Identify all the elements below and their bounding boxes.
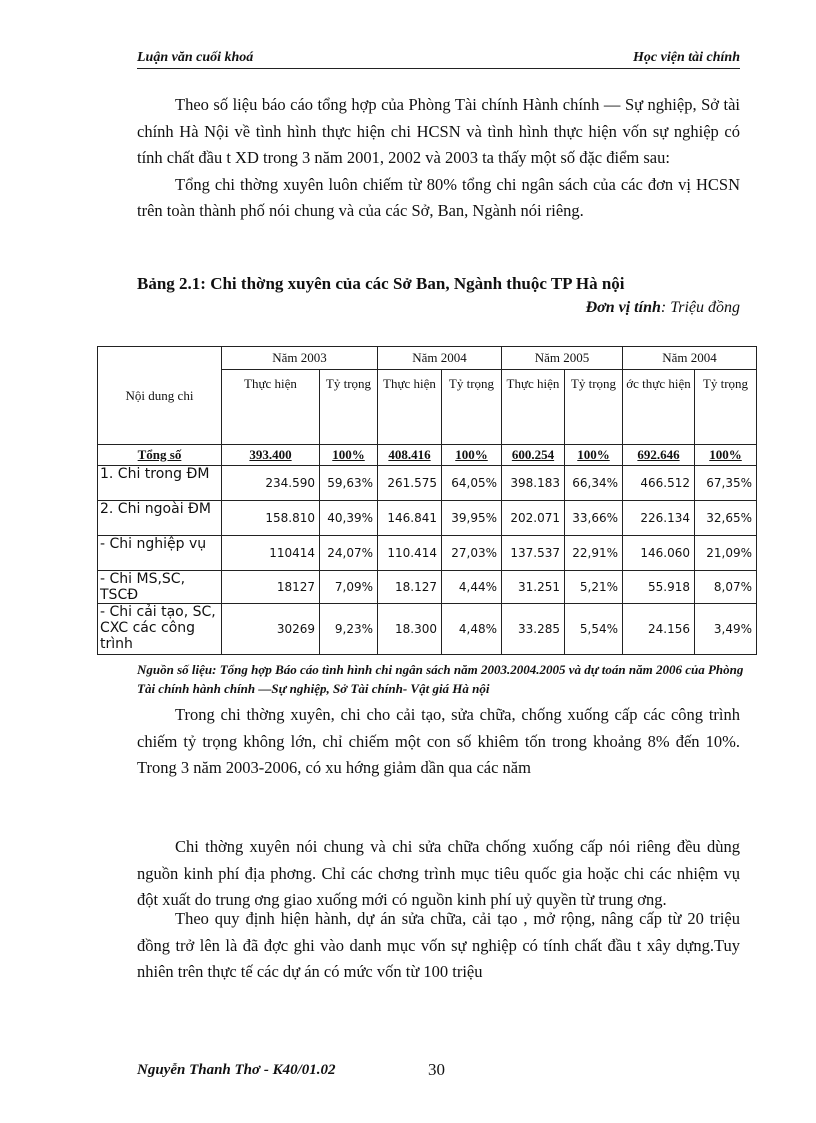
body-paragraph-block xyxy=(137,834,740,914)
table-title: Bảng 2.1: Chi thờng xuyên của các Sở Ban, Ngành thuộc TP Hà nội xyxy=(137,274,625,293)
table-row xyxy=(98,604,757,655)
sub-header: Tỷ trọng xyxy=(695,370,757,445)
row-label: 2. Chi ngoài ĐM xyxy=(98,501,222,536)
table-cell: 24,07% xyxy=(320,536,378,571)
unit-label: Đơn vị tính xyxy=(585,299,661,316)
table-cell: 3,49% xyxy=(695,604,757,655)
table-row xyxy=(98,571,757,604)
sub-header: Tỷ trọng xyxy=(565,370,623,445)
table-cell: 137.537 xyxy=(502,536,565,571)
table-cell: 5,21% xyxy=(565,571,623,604)
table-cell: 22,91% xyxy=(565,536,623,571)
header-left-title: Luận văn cuối khoá xyxy=(137,50,254,65)
row-label: - Chi nghiệp vụ xyxy=(98,536,222,571)
sub-header: Tỷ trọng xyxy=(442,370,502,445)
table-cell: 9,23% xyxy=(320,604,378,655)
total-cell: 100% xyxy=(695,445,757,466)
total-cell: 100% xyxy=(320,445,378,466)
paragraph: Theo quy định hiện hành, dự án sửa chữa, cải tạo , mở rộng, nâng cấp từ 20 triệu đồng trở lên là đã đợc ghi vào danh mục vốn sự nghiệp có tính chất đầu t xây dựng.Tuy nhiên trên thực tế các dự án có mức vốn từ 100 triệu xyxy=(137,909,740,982)
row-header-cell: Nội dung chi xyxy=(98,347,222,445)
year-header: Năm 2003 xyxy=(222,347,378,370)
total-row xyxy=(98,445,757,466)
table-cell: 32,65% xyxy=(695,501,757,536)
footer-author: Nguyễn Thanh Thơ - K40/01.02 xyxy=(137,1062,336,1078)
total-cell: 100% xyxy=(442,445,502,466)
paragraph: Theo số liệu báo cáo tổng hợp của Phòng Tài chính Hành chính — Sự nghiệp, Sở tài chính Hà Nội về tình hình thực hiện chi HCSN và tình hình thực hiện vốn sự nghiệp có tính chất đầu t XD trong 3 năm 2001, 2002 và 2003 ta thấy một số đặc điểm sau: xyxy=(137,95,740,168)
table-cell: 7,09% xyxy=(320,571,378,604)
table-cell: 466.512 xyxy=(623,466,695,501)
table-cell: 31.251 xyxy=(502,571,565,604)
table-cell: 18127 xyxy=(222,571,320,604)
page-number: 30 xyxy=(428,1060,445,1079)
sub-header: Thực hiện xyxy=(378,370,442,445)
row-label: - Chi MS,SC, TSCĐ xyxy=(98,571,222,604)
table-cell: 110414 xyxy=(222,536,320,571)
table-cell: 5,54% xyxy=(565,604,623,655)
sub-header: Thực hiện xyxy=(222,370,320,445)
table-cell: 59,63% xyxy=(320,466,378,501)
row-label: - Chi cải tạo, SC, CXC các công trình xyxy=(98,604,222,655)
sub-header: Thực hiện xyxy=(502,370,565,445)
paragraph: Trong chi thờng xuyên, chi cho cải tạo, sửa chữa, chống xuống cấp các công trình chiếm tỷ trọng không lớn, chỉ chiếm một con số khiêm tốn trong khoảng 8% đến 10%. Trong 3 năm 2003-2006, có xu hớng giảm dần qua các năm xyxy=(137,705,740,778)
total-cell: 600.254 xyxy=(502,445,565,466)
row-label: 1. Chi trong ĐM xyxy=(98,466,222,501)
table-cell: 234.590 xyxy=(222,466,320,501)
table-row xyxy=(98,501,757,536)
table-cell: 40,39% xyxy=(320,501,378,536)
sub-header: Tỷ trọng xyxy=(320,370,378,445)
unit-value: : Triệu đồng xyxy=(660,299,740,316)
table-cell: 18.127 xyxy=(378,571,442,604)
table-cell: 146.060 xyxy=(623,536,695,571)
total-cell: 100% xyxy=(565,445,623,466)
total-label: Tổng số xyxy=(98,445,222,466)
sub-header: ớc thực hiện xyxy=(623,370,695,445)
table-cell: 202.071 xyxy=(502,501,565,536)
table-unit xyxy=(586,299,740,317)
table-cell: 398.183 xyxy=(502,466,565,501)
header-right-title: Học viện tài chính xyxy=(633,50,740,65)
table-source-note: Nguồn số liệu: Tổng hợp Báo cáo tình hình chi ngân sách năm 2003.2004.2005 và dự toán năm 2006 của Phòng Tài chính hành chính —Sự nghiệp, Sở Tài chính- Vật giá Hà nội xyxy=(137,662,744,696)
body-paragraph-block xyxy=(137,702,740,782)
table-row xyxy=(98,466,757,501)
table-cell: 18.300 xyxy=(378,604,442,655)
table-cell: 33,66% xyxy=(565,501,623,536)
paragraph: Tổng chi thờng xuyên luôn chiếm từ 80% tổng chi ngân sách của các đơn vị HCSN trên toàn thành phố nói chung và của các Sở, Ban, Ngành nói riêng. xyxy=(137,174,740,221)
table-cell: 39,95% xyxy=(442,501,502,536)
paragraph: Chi thờng xuyên nói chung và chi sửa chữa chống xuống cấp nói riêng đều dùng nguồn kinh phí địa phơng. Chỉ các chơng trình mục tiêu quốc gia hoặc chi các nhiệm vụ đột xuất do trung ơng giao xuống mới có nguồn kinh phí uỷ quyền từ trung ơng. xyxy=(137,837,740,910)
table-cell: 21,09% xyxy=(695,536,757,571)
table-row xyxy=(98,536,757,571)
intro-paragraphs xyxy=(137,92,740,225)
table-cell: 261.575 xyxy=(378,466,442,501)
table-cell: 4,48% xyxy=(442,604,502,655)
table-cell: 66,34% xyxy=(565,466,623,501)
table-cell: 110.414 xyxy=(378,536,442,571)
table-cell: 226.134 xyxy=(623,501,695,536)
year-header: Năm 2004 xyxy=(623,347,757,370)
table-cell: 55.918 xyxy=(623,571,695,604)
table-cell: 30269 xyxy=(222,604,320,655)
total-cell: 393.400 xyxy=(222,445,320,466)
year-header: Năm 2004 xyxy=(378,347,502,370)
table-cell: 4,44% xyxy=(442,571,502,604)
page-header xyxy=(137,48,740,69)
table-cell: 64,05% xyxy=(442,466,502,501)
year-header: Năm 2005 xyxy=(502,347,623,370)
table-cell: 24.156 xyxy=(623,604,695,655)
total-cell: 692.646 xyxy=(623,445,695,466)
table-cell: 33.285 xyxy=(502,604,565,655)
total-cell: 408.416 xyxy=(378,445,442,466)
table-cell: 158.810 xyxy=(222,501,320,536)
body-paragraph-block xyxy=(137,906,740,986)
expenditure-table xyxy=(97,346,757,655)
table-cell: 27,03% xyxy=(442,536,502,571)
table-cell: 8,07% xyxy=(695,571,757,604)
table-cell: 67,35% xyxy=(695,466,757,501)
table-cell: 146.841 xyxy=(378,501,442,536)
